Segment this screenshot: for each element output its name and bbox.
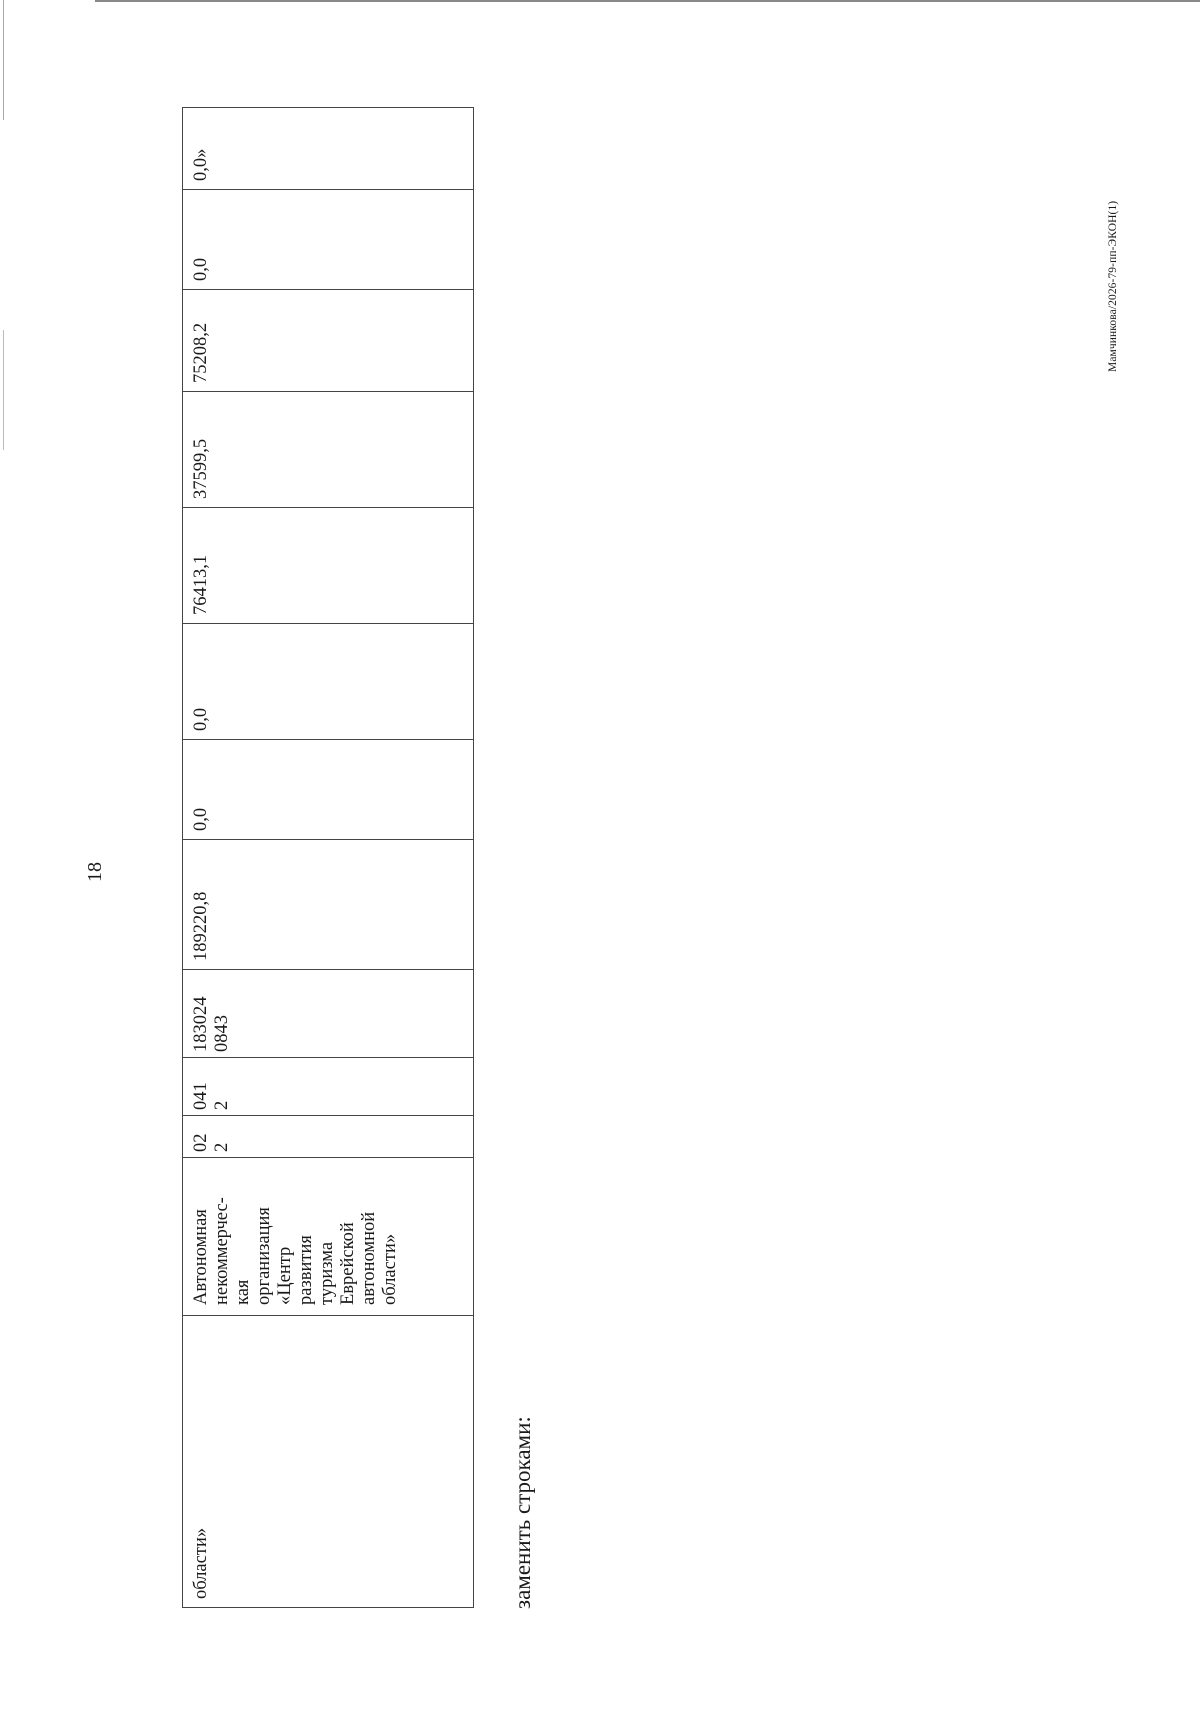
instruction-text: заменить строками: — [510, 1416, 535, 1609]
table-cell-code-3: 183024 0843 — [183, 970, 474, 1058]
table-cell-region: области» — [183, 1316, 474, 1608]
table-cell-value: 0,0 — [183, 740, 474, 840]
budget-table — [182, 107, 474, 1608]
table-cell-code-2: 041 2 — [183, 1058, 474, 1116]
table-cell-value: 0,0 — [183, 624, 474, 740]
document-code: Мамчинкова/2026-79-пп-ЭКОН(1) — [1107, 200, 1119, 372]
table-cell-value: 76413,1 — [183, 508, 474, 624]
table-cell-value: 37599,5 — [183, 392, 474, 508]
table-cell-value: 0,0» — [183, 108, 474, 190]
page-number: 18 — [84, 862, 106, 882]
table-cell-organization: Автономная некоммерчес- кая организация «Центр развития туризма Еврейской автономной области» — [183, 1158, 474, 1316]
table-cell-value: 75208,2 — [183, 290, 474, 392]
table-cell-code-1: 02 2 — [183, 1116, 474, 1158]
table-cell-value: 0,0 — [183, 190, 474, 290]
table-row — [183, 108, 474, 1608]
table-cell-value: 189220,8 — [183, 840, 474, 970]
